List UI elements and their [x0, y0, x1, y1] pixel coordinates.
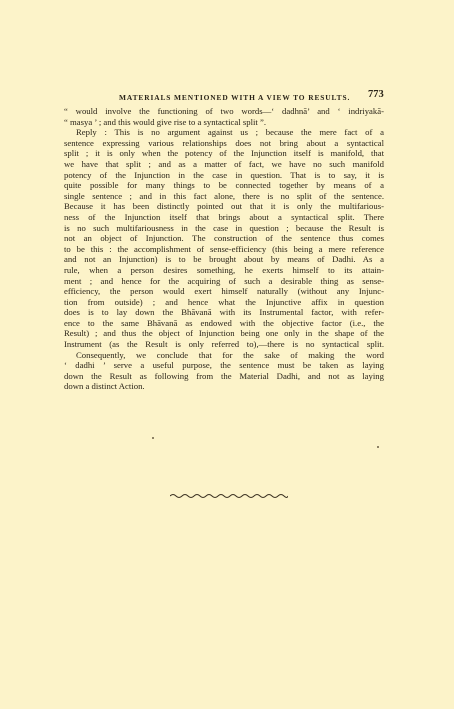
text-line: split ; it is only when the potency of the Injunction itself is manifold, that: [64, 148, 384, 159]
running-title: MATERIALS MENTIONED WITH A VIEW TO RESULTS.: [119, 93, 351, 102]
ink-speck: [377, 446, 379, 448]
text-line: and not an Injunction) is to be brought about by means of Dadhi. As a: [64, 254, 384, 265]
text-line: quite possible for many things to be connected together by means of a: [64, 180, 384, 191]
text-line: ence to the same Bhāvanā as endowed with the objective factor (i.e., the: [64, 317, 384, 328]
text-line: down the Result as following from the Material Dadhi, and not as laying: [64, 370, 384, 381]
text-line: Because it has been distinctly pointed out that it is only the multifarious-: [64, 201, 384, 212]
wavy-rule-ornament-icon: [170, 492, 288, 500]
text-line: tion from outside) ; and hence what the Injunctive affix in question: [64, 296, 384, 307]
text-line: efficiency, the person would exert himself naturally (without any Injunc-: [64, 286, 384, 297]
text-line: potency of the Injunction in the case in question. That is to say, it is: [64, 169, 384, 180]
text-line: sentence expressing various relationships does not bring about a syntactical: [64, 137, 384, 148]
text-line: is no such multifariousness in the case in question ; because the Result is: [64, 222, 384, 233]
text-line: Instrument (as the Result is only referred to),—there is no syntactical split.: [64, 339, 384, 350]
text-line: “ masya ’ ; and this would give rise to a syntactical split ”.: [64, 116, 267, 127]
text-line: Consequently, we conclude that for the sake of making the word: [76, 349, 384, 360]
text-line: rule, when a person desires something, he exerts himself to its attain-: [64, 264, 384, 275]
text-line: Reply : This is no argument against us ; because the mere fact of a: [76, 127, 384, 138]
text-line: “ would involve the functioning of two words—‘ dadhnā’ and ‘ indriyakā-: [64, 106, 384, 116]
text-line: ment ; and hence for the acquiring of such a desirable thing as sense-: [64, 275, 384, 286]
ink-speck: [152, 437, 154, 439]
text-line: does is to lay down the Bhāvanā with its Instrumental factor, with refer-: [64, 307, 384, 318]
text-line: down a distinct Action.: [64, 381, 145, 392]
text-line: ness of the Injunction itself that brings about a syntactical split. There: [64, 211, 384, 222]
text-line: ‘ dadhi ’ serve a useful purpose, the sentence must be taken as laying: [64, 360, 384, 371]
text-line: single sentence ; and in this fact alone, there is no split of the sentence.: [64, 190, 384, 201]
text-line: to be this : the accomplishment of sense-efficiency (this being a mere reference: [64, 243, 384, 254]
page-number: 773: [368, 89, 384, 100]
text-line: we have that split ; and as a matter of fact, we have no such manifold: [64, 158, 384, 169]
text-line: not an object of Injunction. The construction of the sentence thus comes: [64, 233, 384, 244]
text-line: Result) ; and thus the object of Injunction being one only in the shape of the: [64, 328, 384, 339]
body-text: [64, 106, 384, 392]
